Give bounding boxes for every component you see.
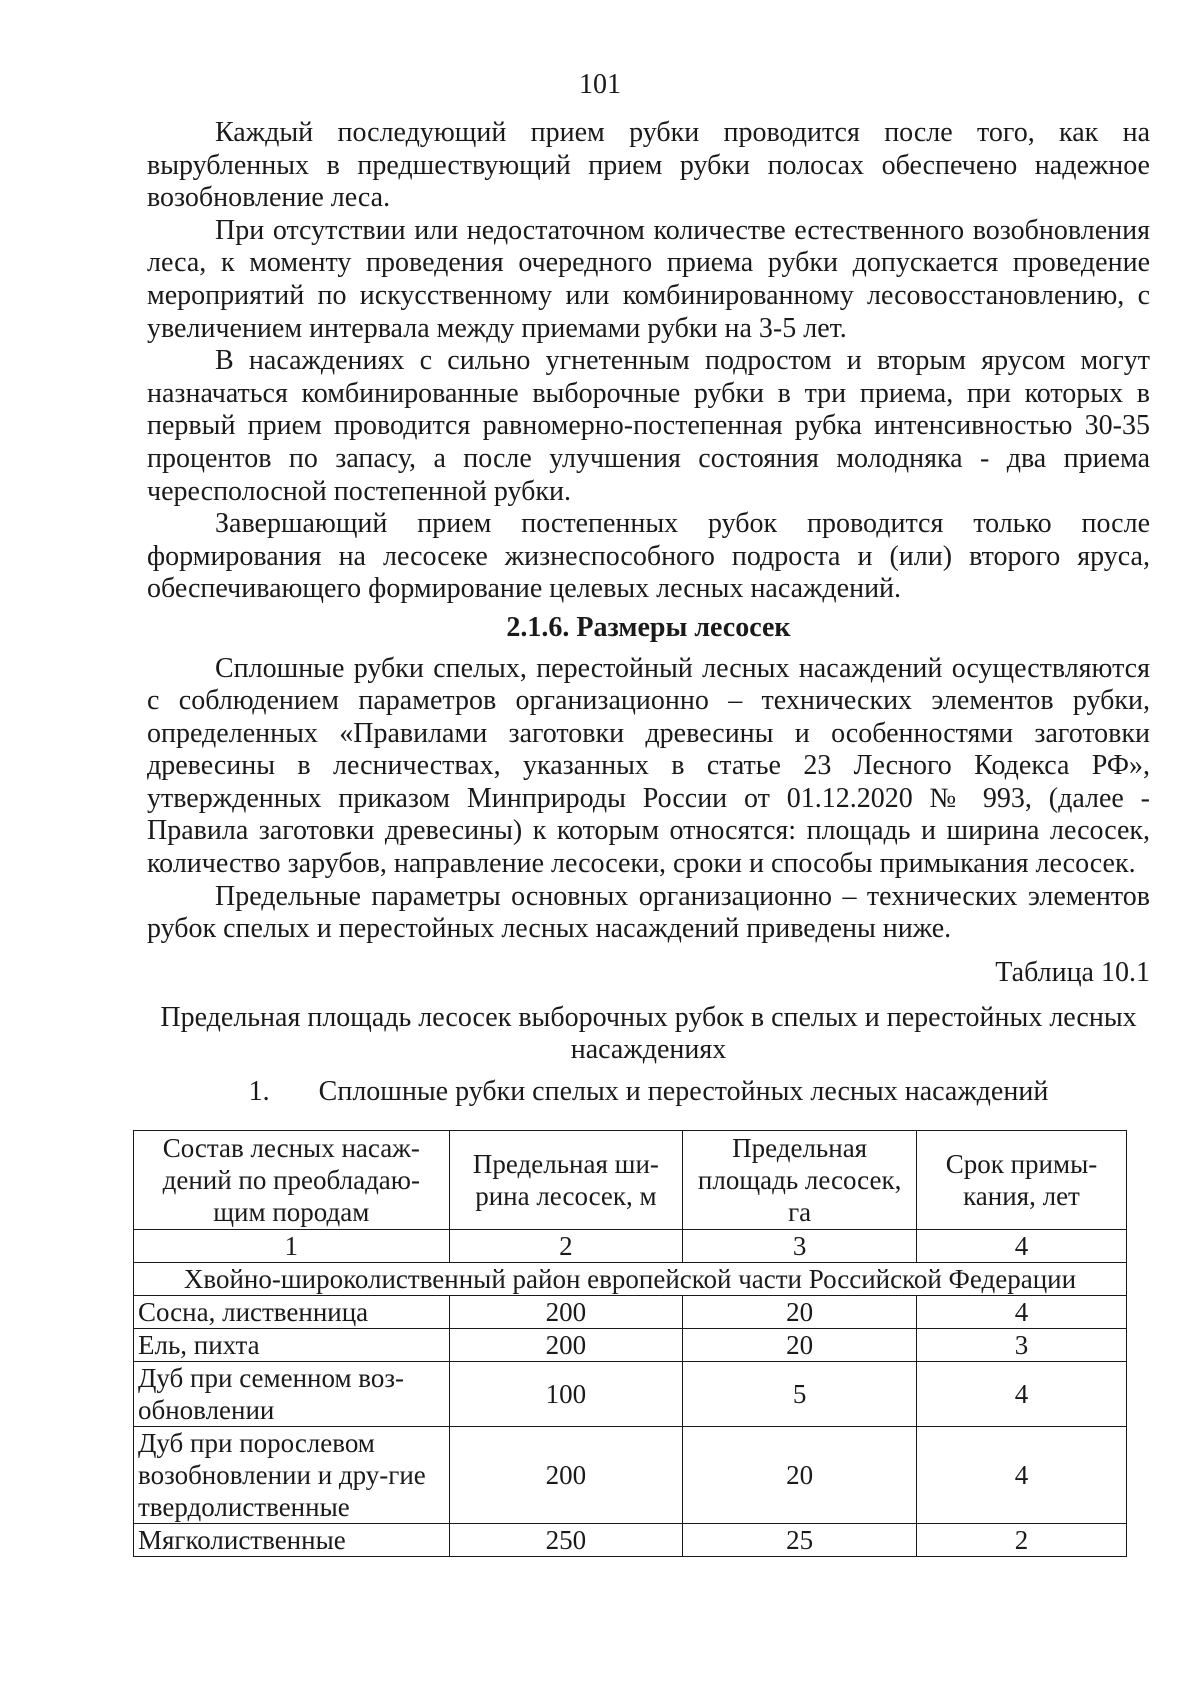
- column-number: 2: [449, 1230, 683, 1263]
- paragraph-1: Каждый последующий прием рубки проводится после того, как на вырубленных в предшествующий прием рубки полосах обеспечено надежное возобновление леса.: [147, 117, 1150, 214]
- area-cell: 20: [683, 1329, 917, 1362]
- species-cell: Дуб при порослевом возобновлении и дру-гие твердолиственные: [134, 1427, 450, 1524]
- list-title: [147, 1076, 1150, 1109]
- paragraph-3: В насаждениях с сильно угнетенным подростом и вторым ярусом могут назначаться комбинированные выборочные рубки в три приема, при которых в первый прием проводится равномерно-постепенная рубка интенсивностью 30-35 процентов по запасу, а после улучшения состояния молодняка - два приема чересполосной постепенной рубки.: [147, 345, 1150, 507]
- width-cell: 200: [449, 1329, 683, 1362]
- column-number: 3: [683, 1230, 917, 1263]
- paragraph-4: Завершающий прием постепенных рубок проводится только после формирования на лесосеке жизнеспособного подроста и (или) второго яруса, обеспечивающего формирование целевых лесных насаждений.: [147, 508, 1150, 605]
- table-row: [134, 1427, 1127, 1524]
- area-cell: 20: [683, 1296, 917, 1329]
- term-cell: 4: [916, 1362, 1126, 1427]
- term-cell: 3: [916, 1329, 1126, 1362]
- table-row: [134, 1296, 1127, 1329]
- area-cell: 25: [683, 1524, 917, 1557]
- list-number: 1.: [248, 1075, 270, 1107]
- term-cell: 2: [916, 1524, 1126, 1557]
- clearcut-parameters-table: [133, 1130, 1127, 1557]
- column-number: 4: [916, 1230, 1126, 1263]
- table-column-numbers-row: [134, 1230, 1127, 1263]
- header-term: Срок примы-кания, лет: [916, 1131, 1126, 1230]
- species-cell: Дуб при семенном воз-обновлении: [134, 1362, 450, 1427]
- paragraph-6: Предельные параметры основных организационно – технических элементов рубок спелых и перестойных лесных насаждений приведены ниже.: [147, 880, 1150, 945]
- table-row: [134, 1362, 1127, 1427]
- species-cell: Сосна, лиственница: [134, 1296, 450, 1329]
- table-row: [134, 1524, 1127, 1557]
- table-label: Таблица 10.1: [995, 956, 1150, 988]
- header-area: Предельная площадь лесосек, га: [683, 1131, 917, 1230]
- table-header-row: [134, 1131, 1127, 1230]
- table-row: [134, 1329, 1127, 1362]
- column-number: 1: [134, 1230, 450, 1263]
- paragraph-5: Сплошные рубки спелых, перестойный лесных насаждений осуществляются с соблюдением параметров организационно – технических элементов рубки, определенных «Правилами заготовки древесины и особенностями заготовки древесины в лесничествах, указанных в статье 23 Лесного Кодекса РФ», утвержденных приказом Минприроды России от 01.12.2020 № 993, (далее - Правила заготовки древесины) к которым относятся: площадь и ширина лесосек, количество зарубов, направление лесосеки, сроки и способы примыкания лесосек.: [147, 652, 1150, 880]
- width-cell: 250: [449, 1524, 683, 1557]
- area-cell: 20: [683, 1427, 917, 1524]
- species-cell: Ель, пихта: [134, 1329, 450, 1362]
- width-cell: 200: [449, 1296, 683, 1329]
- paragraph-2: При отсутствии или недостаточном количестве естественного возобновления леса, к моменту проведения очередного приема рубки допускается проведение мероприятий по искусственному или комбинированному лесовосстановлению, с увеличением интервала между приемами рубки на 3-5 лет.: [147, 214, 1150, 344]
- table-title: Предельная площадь лесосек выборочных рубок в спелых и перестойных лесных насаждениях: [160, 1001, 1137, 1065]
- term-cell: 4: [916, 1427, 1126, 1524]
- region-cell: Хвойно-широколиственный район европейской части Российской Федерации: [134, 1263, 1127, 1296]
- document-body: [147, 117, 1150, 1108]
- width-cell: 100: [449, 1362, 683, 1427]
- header-width: Предельная ши-рина лесосек, м: [449, 1131, 683, 1230]
- list-title-text: Сплошные рубки спелых и перестойных лесных насаждений: [318, 1075, 1049, 1107]
- section-heading: 2.1.6. Размеры лесосек: [506, 611, 791, 643]
- area-cell: 5: [683, 1362, 917, 1427]
- species-cell: Мягколиственные: [134, 1524, 450, 1557]
- width-cell: 200: [449, 1427, 683, 1524]
- table-region-row: [134, 1263, 1127, 1296]
- page-number: 101: [579, 69, 621, 100]
- header-composition: Состав лесных насаж-дений по преобладаю-щим породам: [134, 1131, 450, 1230]
- term-cell: 4: [916, 1296, 1126, 1329]
